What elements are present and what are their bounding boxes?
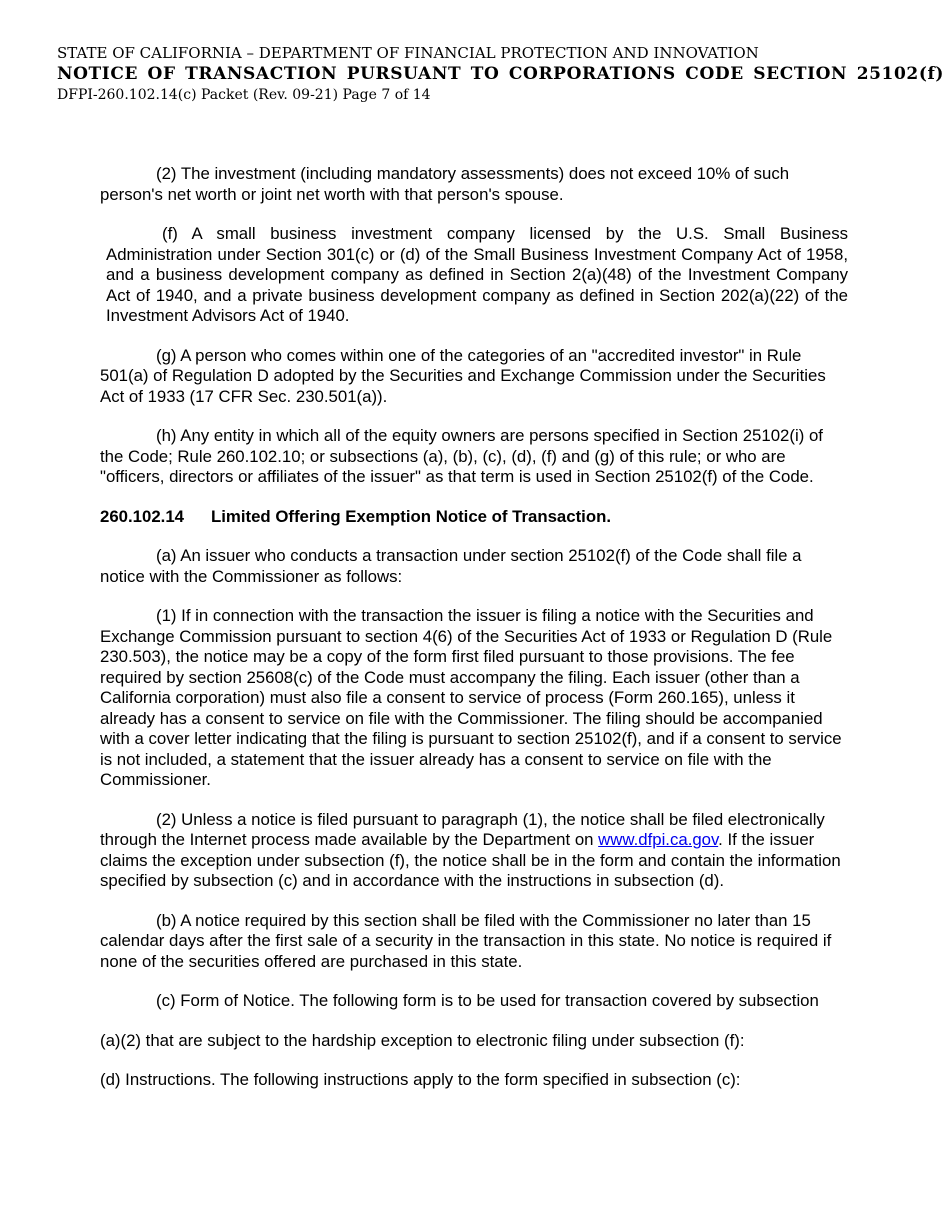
- paragraph-a2-text-before: (2) Unless a notice is filed pursuant to paragraph (1), the notice shall be filed electronically through the Internet process made available by the Department on: [100, 809, 825, 849]
- paragraph-2: (2) The investment (including mandatory assessments) does not exceed 10% of such person's net worth or joint net worth with that person's spouse.: [100, 164, 790, 204]
- paragraph-a: (a) An issuer who conducts a transaction under section 25102(f) of the Code shall file a notice with the Commissioner as follows:: [100, 546, 802, 586]
- paragraph-h: (h) Any entity in which all of the equity owners are persons specified in Section 25102(i) of the Code; Rule 260.102.10; or subsections (a), (b), (c), (d), (f) and (g) of this rule; or who are "officers, directors or affiliates of the issuer" as that term is used in Section 25102(f) of the Code.: [100, 426, 823, 486]
- form-title: NOTICE OF TRANSACTION PURSUANT TO CORPORATIONS CODE SECTION 25102(f): [57, 64, 945, 84]
- paragraph-d: (d) Instructions. The following instructions apply to the form specified in subsection (c):: [100, 1070, 741, 1089]
- dfpi-website-link[interactable]: www.dfpi.ca.gov: [598, 830, 719, 849]
- paragraph-g: (g) A person who comes within one of the categories of an "accredited investor" in Rule 501(a) of Regulation D adopted by the Securities and Exchange Commission under the Securities Act of 1933 (17 CFR Sec. 230.501(a)).: [100, 345, 826, 406]
- section-heading: [100, 507, 848, 528]
- page-header: [57, 43, 945, 105]
- paragraph-b: (b) A notice required by this section shall be filed with the Commissioner no later than 15 calendar days after the first sale of a security in the transaction in this state. No notice is required if none of the securities offered are purchased in this state.: [100, 910, 832, 971]
- document-body: [100, 164, 848, 1091]
- agency-name: STATE OF CALIFORNIA – DEPARTMENT OF FINANCIAL PROTECTION AND INNOVATION: [57, 44, 759, 62]
- paragraph-c-continued: (a)(2) that are subject to the hardship exception to electronic filing under subsection (f):: [100, 1030, 745, 1050]
- section-number: 260.102.14: [100, 506, 184, 526]
- paragraph-a2-text-after: . If the issuer claims the exception under subsection (f), the notice shall be in the form and contain the information specified by subsection (c) and in accordance with the instructions in subsection (d).: [100, 830, 841, 890]
- paragraph-a2: [100, 810, 848, 892]
- paragraph-c: (c) Form of Notice. The following form is to be used for transaction covered by subsection: [156, 991, 819, 1010]
- form-info: DFPI-260.102.14(c) Packet (Rev. 09-21) Page 7 of 14: [57, 87, 431, 103]
- paragraph-f: (f) A small business investment company licensed by the U.S. Small Business Administration under Section 301(c) or (d) of the Small Business Investment Company Act of 1958, and a business development company as defined in Section 2(a)(48) of the Investment Company Act of 1940, and a private business development company as defined in Section 202(a)(22) of the Investment Advisors Act of 1940.: [106, 224, 848, 325]
- section-title: Limited Offering Exemption Notice of Transaction.: [211, 506, 611, 526]
- paragraph-a1: (1) If in connection with the transaction the issuer is filing a notice with the Securities and Exchange Commission pursuant to section 4(6) of the Securities Act of 1933 or Regulation D (Rule 230.503), the notice may be a copy of the form first filed pursuant to those provisions. The fee required by section 25608(c) of the Code must accompany the filing. Each issuer (other than a California corporation) must also file a consent to service of process (Form 260.165), unless it already has a consent to service on file with the Commissioner. The filing should be accompanied with a cover letter indicating that the filing is pursuant to section 25102(f), and if a consent to service is not included, a statement that the issuer already has a consent to service on file with the Commissioner.: [100, 606, 842, 789]
